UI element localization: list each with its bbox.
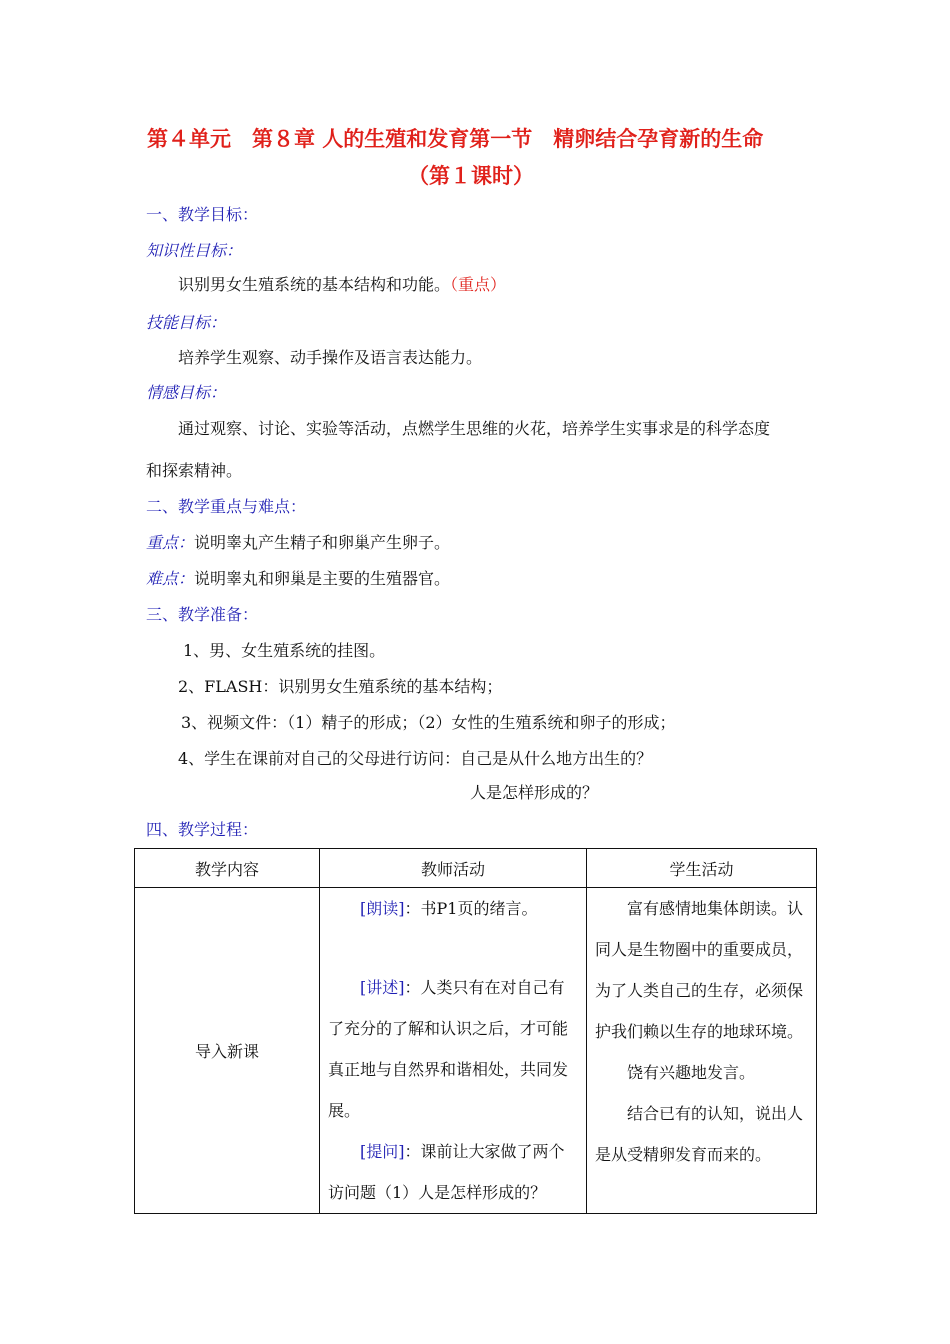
section-1-heading: 一、教学目标： <box>146 205 259 224</box>
teacher-read-paragraph <box>328 888 578 929</box>
prep-item-3: 3、视频文件：（1）精子的形成；（2）女性的生殖系统和卵子的形成； <box>181 713 676 732</box>
emotion-goal-text-1: 通过观察、讨论、实验等活动，点燃学生思维的火花，培养学生实事求是的科学态度 <box>178 419 771 438</box>
lecture-tag: [讲述] <box>360 978 405 997</box>
row-content-cell <box>135 888 320 1214</box>
question-text: ：课前让大家做了两个访问题（1）人是怎样形成的？ <box>328 1142 565 1202</box>
key-point-tag: （重点） <box>450 275 507 294</box>
skill-goal-text: 培养学生观察、动手操作及语言表达能力。 <box>178 348 483 367</box>
table-header-row <box>135 849 817 888</box>
emotion-goal-label: 情感目标： <box>146 383 227 402</box>
lecture-text: ：人类只有在对自己有了充分的了解和认识之后，才可能真正地与自然界和谐相处，共同发展。 <box>328 978 569 1120</box>
teacher-question-paragraph <box>328 1131 578 1213</box>
key-point-line <box>146 530 450 553</box>
student-paragraph-1: 富有感情地集体朗读。认同人是生物圈中的重要成员，为了人类自己的生存，必须保护我们赖以生存的地球环境。 <box>595 899 804 1041</box>
lesson-process-table <box>134 848 817 1214</box>
knowledge-goal-content: 识别男女生殖系统的基本结构和功能。 <box>178 275 451 294</box>
key-point-label: 重点： <box>146 533 195 552</box>
difficulty-text: 说明睾丸和卵巢是主要的生殖器官。 <box>194 569 451 588</box>
table-row <box>135 888 817 1214</box>
knowledge-goal-text <box>178 272 506 295</box>
header-student: 学生活动 <box>587 849 817 888</box>
knowledge-goal-label: 知识性目标： <box>146 241 243 260</box>
section-2-heading: 二、教学重点与难点： <box>146 497 307 516</box>
emotion-goal-text-2: 和探索精神。 <box>146 461 243 480</box>
section-4-heading: 四、教学过程： <box>146 820 259 839</box>
section-3-heading: 三、教学准备： <box>146 605 259 624</box>
header-content: 教学内容 <box>135 849 320 888</box>
question-tag: [提问] <box>360 1142 405 1161</box>
document-subtitle: （第１课时） <box>408 164 534 188</box>
student-paragraph-3: 结合已有的认知，说出人是从受精卵发育而来的。 <box>595 1104 804 1164</box>
teacher-lecture-paragraph <box>328 967 578 1131</box>
prep-item-4: 4、学生在课前对自己的父母进行访问：自己是从什么地方出生的？ <box>178 749 653 768</box>
skill-goal-label: 技能目标： <box>146 313 227 332</box>
document-title: 第４单元 第８章 人的生殖和发育第一节 精卵结合孕育新的生命 <box>147 127 764 151</box>
student-paragraph-2: 饶有兴趣地发言。 <box>627 1063 756 1082</box>
read-text: ：书P1页的绪言。 <box>404 899 538 918</box>
cell-spacer <box>328 929 578 967</box>
prep-item-4-continued: 人是怎样形成的？ <box>470 783 599 802</box>
key-point-text: 说明睾丸产生精子和卵巢产生卵子。 <box>194 533 451 552</box>
row-content-label: 导入新课 <box>194 1042 259 1061</box>
difficulty-line <box>146 566 450 589</box>
teacher-activity-cell <box>320 888 587 1214</box>
read-tag: [朗读] <box>360 899 405 918</box>
header-teacher: 教师活动 <box>320 849 587 888</box>
student-activity-cell <box>587 888 817 1214</box>
prep-item-1: 1、男、女生殖系统的挂图。 <box>183 641 386 660</box>
difficulty-label: 难点： <box>146 569 195 588</box>
prep-item-2: 2、FLASH：识别男女生殖系统的基本结构； <box>178 677 503 696</box>
